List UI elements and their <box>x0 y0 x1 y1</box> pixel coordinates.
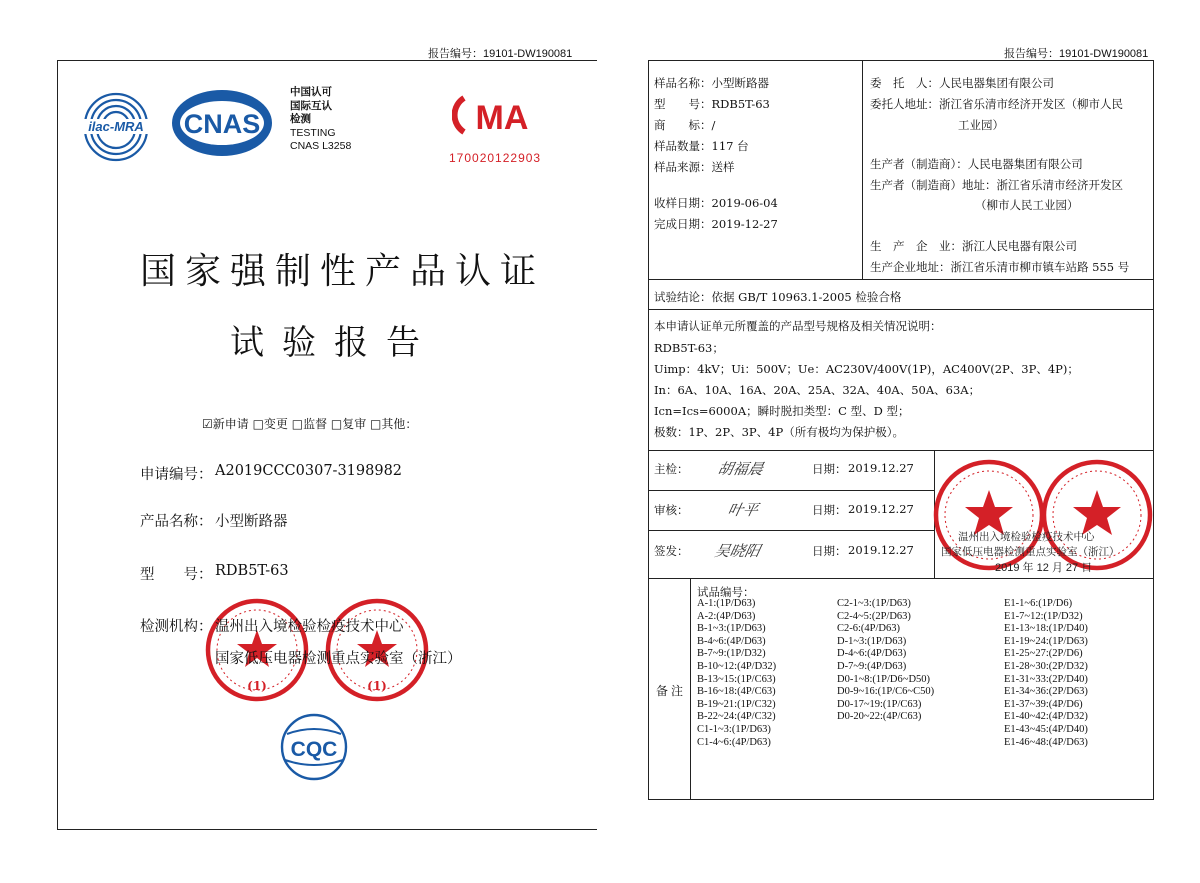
info-factory: 生 产 企 业：浙江人民电器有限公司 <box>870 239 1077 253</box>
sample-item: D-7~9:(4P/D63) <box>837 660 907 672</box>
info-model: 型 号：RDB5T-63 <box>654 97 770 111</box>
seal-number: (1) <box>367 679 387 693</box>
ilac-mra-logo <box>75 85 157 167</box>
sample-item: E1-28~30:(2P/D32) <box>1004 660 1088 672</box>
cnas-text: CNAS <box>183 109 261 139</box>
coverage-line: Uimp：4kV；Ui：500V；Ue：AC230V/400V(1P)，AC400V(2P、3P、4P)； <box>654 362 1079 376</box>
sample-item: B-16~18:(4P/C63) <box>697 686 776 698</box>
info-client-address-cont: 工业园） <box>958 118 1004 132</box>
coverage-line: Icn=Ics=6000A；瞬时脱扣类型：C 型、D 型； <box>654 404 910 418</box>
sample-item: B-1~3:(1P/D63) <box>697 623 766 635</box>
signature: 胡福晨 <box>715 460 765 478</box>
samples-column-3 <box>1004 598 1088 749</box>
sample-item: D-1~3:(1P/D63) <box>837 635 907 647</box>
seal-number: (1) <box>247 679 267 693</box>
sample-item: B-7~9:(1P/D32) <box>697 648 766 660</box>
signoff-role: 审核： <box>654 503 689 517</box>
sample-item: D0-17~19:(1P/C63) <box>837 698 922 710</box>
info-source: 样品来源：送样 <box>654 160 735 174</box>
sample-item: E1-43~45:(4P/D40) <box>1004 723 1088 735</box>
sample-item: B-22~24:(4P/C32) <box>697 711 776 723</box>
signoff-role: 主检： <box>654 462 689 476</box>
row-divider <box>648 279 1154 280</box>
sample-item: D0-20~22:(4P/C63) <box>837 711 922 723</box>
row-divider <box>648 530 934 531</box>
cma-text: MA <box>475 99 529 137</box>
sample-item: E1-7~12:(1P/D32) <box>1004 610 1083 622</box>
sample-item: E1-46~48:(4P/D63) <box>1004 736 1088 748</box>
stamp-date: 2019 年 12 月 27 日 <box>995 562 1093 574</box>
coverage-line: RDB5T-63； <box>654 341 724 355</box>
info-manufacturer-address: 生产者（制造商）地址：浙江省乐清市经济开发区 <box>870 178 1123 192</box>
product-name-label: 产品名称： <box>140 514 213 530</box>
sample-item: E1-31~33:(2P/D40) <box>1004 673 1088 685</box>
lab-line2: 国家低压电器检测重点实验室（浙江） <box>215 651 462 667</box>
sample-item: B-13~15:(1P/C63) <box>697 673 776 685</box>
samples-column-1 <box>697 598 776 749</box>
info-divider <box>862 61 863 279</box>
info-quantity: 样品数量：117 台 <box>654 139 749 153</box>
cnas-logo <box>170 88 275 158</box>
right-report-number: 报告编号：19101-DW190081 <box>1004 48 1149 60</box>
info-sample-name: 样品名称：小型断路器 <box>654 76 769 90</box>
signoff-date-label: 日期： <box>812 544 847 558</box>
signoff-role: 签发： <box>654 544 689 558</box>
sample-item: D0-1~8:(1P/D6~D50) <box>837 673 931 685</box>
row-divider <box>648 450 1154 451</box>
info-completed-date: 完成日期：2019-12-27 <box>654 217 778 231</box>
sample-item: C2-1~3:(1P/D63) <box>837 598 911 609</box>
signature: 吴晓阳 <box>712 542 762 560</box>
cqc-text: CQC <box>290 738 338 761</box>
info-trademark: 商 标：/ <box>654 118 716 132</box>
coverage-line: 本申请认证单元所覆盖的产品型号规格及相关情况说明： <box>654 319 942 333</box>
signature: 叶平 <box>725 501 760 519</box>
samples-title: 试品编号： <box>697 585 755 599</box>
sample-item: C1-4~6:(4P/D63) <box>697 736 771 748</box>
sample-item: B-19~21:(1P/C32) <box>697 698 776 710</box>
test-conclusion: 试验结论：依据 GB/T 10963.1-2005 检验合格 <box>654 290 902 304</box>
sample-item: C1-1~3:(1P/D63) <box>697 723 771 735</box>
coverage-line: In：6A、10A、16A、20A、25A、32A、40A、50A、63A； <box>654 383 981 397</box>
lab-label: 检测机构： <box>140 619 213 635</box>
row-divider <box>648 578 1154 579</box>
remarks-divider <box>690 578 691 800</box>
sample-item: E1-37~39:(4P/D6) <box>1004 698 1083 710</box>
left-title: 国家强制性产品认证 <box>140 251 546 292</box>
model-label: 型 号： <box>140 567 213 583</box>
signoff-date: 2019.12.27 <box>848 461 914 475</box>
signoff-date-label: 日期： <box>812 462 847 476</box>
sample-item: E1-19~24:(1P/D63) <box>1004 635 1088 647</box>
sample-item: C2-6:(4P/D63) <box>837 623 900 635</box>
sample-item: B-4~6:(4P/D63) <box>697 635 766 647</box>
signoff-date: 2019.12.27 <box>848 543 914 557</box>
sample-item: C2-4~5:(2P/D63) <box>837 610 911 622</box>
samples-column-2 <box>837 598 934 724</box>
info-manufacturer: 生产者（制造商）：人民电器集团有限公司 <box>870 157 1083 171</box>
signoff-date: 2019.12.27 <box>848 502 914 516</box>
cnas-line: 中国认可 <box>290 86 332 98</box>
application-type-options: ☑新申请 □变更 □监督 □复审 □其他： <box>202 417 418 431</box>
ilac-text: ilac-MRA <box>88 119 144 134</box>
cqc-logo <box>275 712 353 782</box>
sample-item: A-1:(1P/D63) <box>697 598 756 609</box>
cnas-caption <box>290 86 351 154</box>
coverage-line: 极数：1P、2P、3P、4P（所有极均为保护极）。 <box>654 425 904 439</box>
model-value: RDB5T-63 <box>215 563 289 579</box>
info-manufacturer-address-cont: （柳市人民工业园） <box>975 198 1079 212</box>
cma-logo <box>452 92 540 138</box>
lab-line1: 温州出入境检验检疫技术中心 <box>215 619 404 635</box>
cnas-line: 检测 <box>290 113 311 125</box>
sample-item: B-10~12:(4P/D32) <box>697 660 777 672</box>
application-no: A2019CCC0307-3198982 <box>215 463 403 479</box>
row-divider <box>648 309 1154 310</box>
row-divider <box>648 490 934 491</box>
cnas-line: TESTING <box>290 126 336 139</box>
remarks-label: 备注 <box>656 684 687 698</box>
stamp-org-line2: 国家低压电器检测重点实验室（浙江） <box>941 546 1120 558</box>
application-no-label: 申请编号： <box>140 467 213 483</box>
left-subtitle: 试验报告 <box>230 323 438 363</box>
info-client-address: 委托人地址：浙江省乐清市经济开发区（柳市人民 <box>870 97 1123 111</box>
info-factory-address: 生产企业地址：浙江省乐清市柳市镇车站路 555 号 <box>870 260 1130 274</box>
stamp-org-line1: 温州出入境检验检疫技术中心 <box>958 531 1095 543</box>
cnas-line: CNAS L3258 <box>290 140 352 152</box>
sample-item: E1-40~42:(4P/D32) <box>1004 711 1088 723</box>
sample-item: D-4~6:(4P/D63) <box>837 648 907 660</box>
signoff-date-label: 日期： <box>812 503 847 517</box>
cma-number: 170020122903 <box>449 151 542 165</box>
sample-item: E1-1~6:(1P/D6) <box>1004 598 1073 609</box>
sample-item: E1-25~27:(2P/D6) <box>1004 648 1083 660</box>
product-name: 小型断路器 <box>215 514 288 530</box>
sample-item: E1-34~36:(2P/D63) <box>1004 686 1088 698</box>
left-report-number: 报告编号：19101-DW190081 <box>428 48 573 60</box>
cnas-line: 国际互认 <box>290 99 332 112</box>
sample-item: D0-9~16:(1P/C6~C50) <box>837 686 935 698</box>
info-client: 委 托 人：人民电器集团有限公司 <box>870 76 1054 90</box>
sample-item: A-2:(4P/D63) <box>697 610 756 622</box>
info-received-date: 收样日期：2019-06-04 <box>654 196 778 210</box>
sample-item: E1-13~18:(1P/D40) <box>1004 623 1088 635</box>
